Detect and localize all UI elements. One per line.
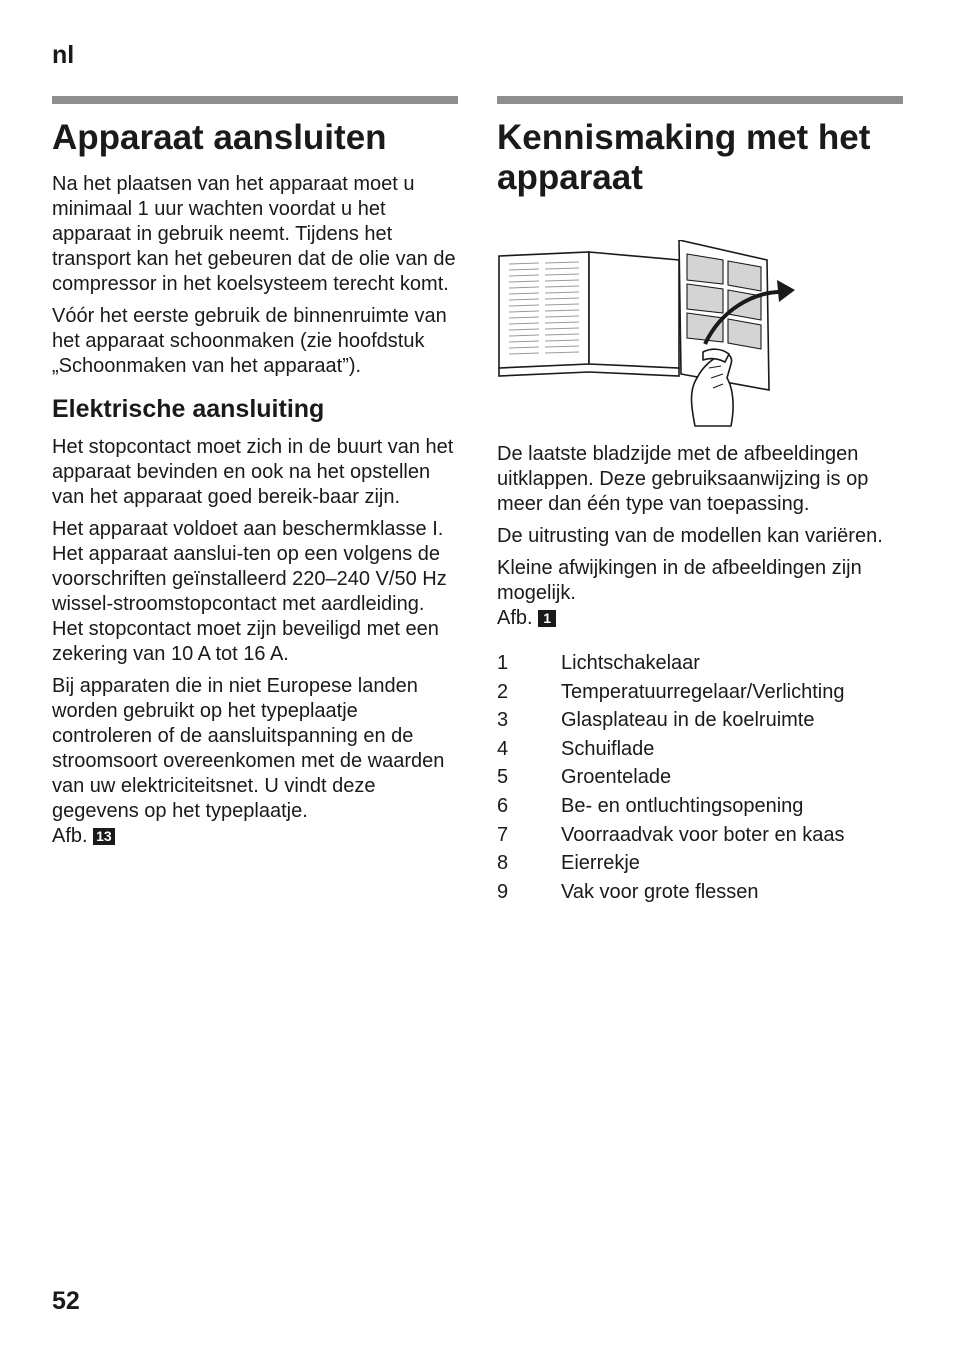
- list-item: [497, 821, 903, 850]
- legend-number: 6: [497, 794, 509, 817]
- legend-number: 3: [497, 709, 509, 732]
- list-item: [497, 649, 903, 678]
- section-title-connect: Apparaat aansluiten: [52, 118, 387, 157]
- electrical-body: [52, 435, 458, 849]
- legend-label: Be- en ontluchtingsopening: [561, 794, 804, 817]
- connect-body: [52, 172, 458, 379]
- list-item: [497, 735, 903, 764]
- paragraph: Vóór het eerste gebruik de binnenruimte van het apparaat schoonmaken (zie hoofdstuk „Schoonmaken van het apparaat”).: [52, 305, 447, 377]
- legend-label: Vak voor grote flessen: [561, 880, 759, 903]
- legend-label: Glasplateau in de koelruimte: [561, 709, 815, 732]
- figure-reference-label: Afb.: [52, 825, 88, 847]
- section-rule: [52, 96, 458, 104]
- legend-number: 8: [497, 852, 509, 875]
- left-column: [52, 96, 458, 856]
- legend-label: Temperatuurregelaar/Verlichting: [561, 680, 845, 703]
- paragraph: Na het plaatsen van het apparaat moet u minimaal 1 uur wachten voordat u het apparaat in gebruik neemt. Tijdens het transport kan het gebeuren dat de olie van de compressor in het koelsysteem terecht komt.: [52, 173, 456, 295]
- fold-out-page-illustration-icon: [497, 240, 903, 430]
- list-item: [497, 763, 903, 792]
- legend-number: 5: [497, 766, 509, 789]
- section-rule: [497, 96, 903, 104]
- legend-label: Schuiflade: [561, 737, 655, 760]
- list-item: [497, 849, 903, 878]
- figure-number-badge: 13: [93, 828, 115, 845]
- legend-label: Voorraadvak voor boter en kaas: [561, 823, 845, 846]
- figure-reference: [497, 606, 903, 631]
- legend-number: 1: [497, 652, 509, 674]
- paragraph: De laatste bladzijde met de afbeeldingen uitklappen. Deze gebruiksaanwijzing is op meer dan één type van toepassing.: [497, 443, 869, 515]
- list-item: [497, 706, 903, 735]
- legend-number: 4: [497, 737, 509, 760]
- list-item: [497, 792, 903, 821]
- legend-label: Eierrekje: [561, 852, 640, 875]
- overview-body: [497, 442, 903, 631]
- paragraph: Bij apparaten die in niet Europese landen worden gebruikt op het typeplaatje controleren of de aansluitspanning en de stroomsoort overeenkomen met de waarden van uw elektriciteitsnet. U vindt deze gegevens op het typeplaatje.: [52, 675, 445, 822]
- right-column: [497, 96, 903, 906]
- list-item: [497, 678, 903, 707]
- page-number: 52: [52, 1287, 80, 1315]
- legend-label: Lichtschakelaar: [561, 652, 700, 674]
- paragraph: De uitrusting van de modellen kan variëren.: [497, 525, 883, 547]
- figure-number-badge: 1: [538, 610, 556, 627]
- list-item: [497, 878, 903, 907]
- subheading-electrical: Elektrische aansluiting: [52, 395, 325, 423]
- language-code: nl: [52, 41, 75, 69]
- legend-number: 7: [497, 823, 509, 846]
- paragraph: Het apparaat voldoet aan beschermklasse I. Het apparaat aanslui-ten op een volgens de voorschriften geïnstalleerd 220–240 V/50 Hz wissel-stroomstopcontact met aardleiding. Het stopcontact moet zijn beveiligd met een zekering van 10 A tot 16 A.: [52, 518, 447, 665]
- component-legend-list: [497, 649, 903, 906]
- paragraph: Kleine afwijkingen in de afbeeldingen zijn mogelijk.: [497, 557, 862, 604]
- legend-number: 9: [497, 880, 509, 903]
- legend-number: 2: [497, 680, 509, 703]
- legend-label: Groentelade: [561, 766, 672, 789]
- figure-reference: [52, 824, 458, 849]
- paragraph: Het stopcontact moet zich in de buurt van het apparaat bevinden en ook na het opstellen van het apparaat goed bereik-baar zijn.: [52, 436, 454, 508]
- figure-reference-label: Afb.: [497, 607, 533, 629]
- section-title-overview: Kennismaking met het apparaat: [497, 118, 871, 197]
